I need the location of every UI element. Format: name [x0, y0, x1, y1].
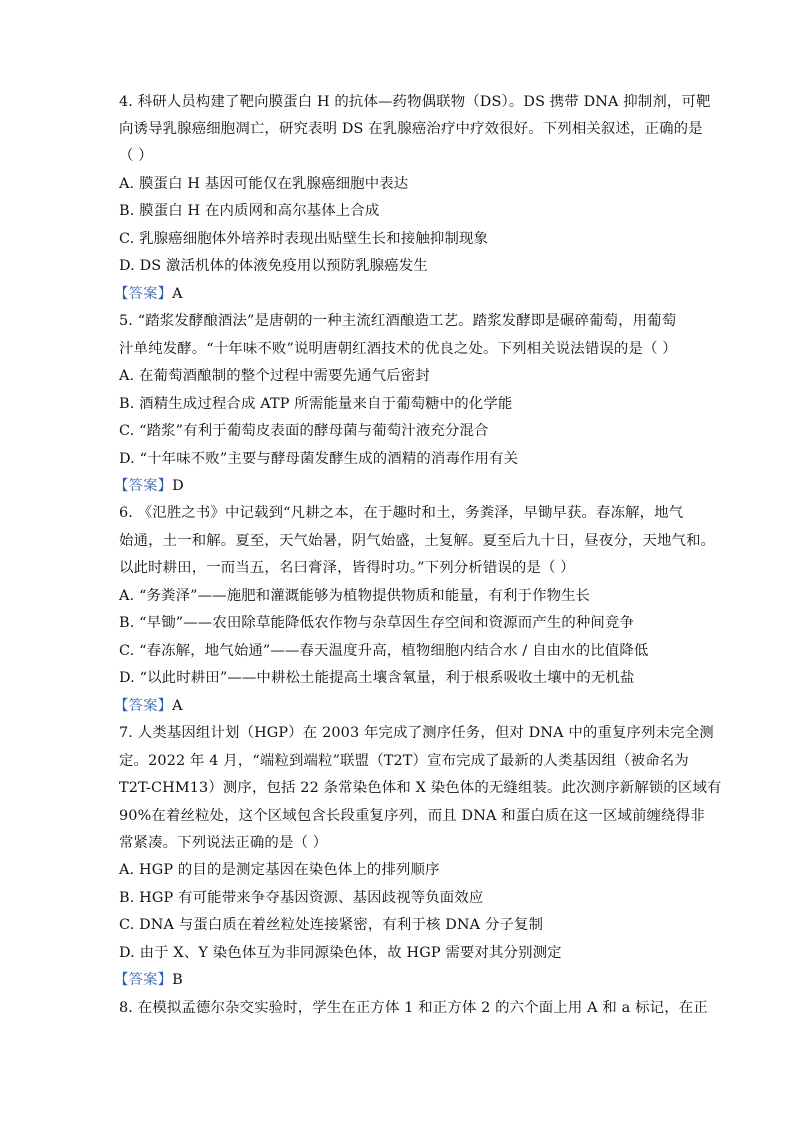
question-4-option-d: D. DS 激活机体的体液免疫用以预防乳腺癌发生	[119, 258, 428, 274]
answer-value: B	[172, 972, 183, 988]
question-7-option-d: D. 由于 X、Y 染色体互为非同源染色体，故 HGP 需要对其分别测定	[119, 945, 562, 961]
question-7-stem-line-5: 常紧凑。下列说法正确的是（ ）	[119, 835, 328, 851]
question-6-stem-line-1: 6. 《氾胜之书》中记载到“凡耕之本，在于趣时和土，务粪泽，早锄早获。春冻解，地气	[119, 505, 684, 521]
question-7-option-c: C. DNA 与蛋白质在着丝粒处连接紧密，有利于核 DNA 分子复制	[119, 917, 544, 933]
question-5-answer	[114, 476, 184, 496]
answer-label: 【答案】	[114, 286, 173, 302]
question-7-stem-line-2: 定。2022 年 4 月，“端粒到端粒”联盟（T2T）宣布完成了最新的人类基因组（被命名为	[119, 753, 689, 769]
answer-label: 【答案】	[114, 478, 173, 494]
question-7-stem-line-4: 90%在着丝粒处，这个区域包含长段重复序列，而且 DNA 和蛋白质在这一区域前缠绕得非	[119, 808, 705, 824]
question-5-option-b: B. 酒精生成过程合成 ATP 所需能量来自于葡萄糖中的化学能	[119, 396, 513, 412]
question-5-stem-line-2: 汁单纯发酵。“十年味不败”说明唐朝红酒技术的优良之处。下列相关说法错误的是（ ）	[119, 341, 677, 357]
question-6-answer	[114, 696, 183, 716]
question-8-stem-line-1: 8. 在模拟孟德尔杂交实验时，学生在正方体 1 和正方体 2 的六个面上用 A 和 a 标记，在正	[119, 1000, 708, 1016]
answer-label: 【答案】	[114, 698, 173, 714]
question-4-option-a: A. 膜蛋白 H 基因可能仅在乳腺癌细胞中表达	[119, 176, 409, 192]
question-6-stem-line-2: 始通，土一和解。夏至，天气始暑，阴气始盛，土复解。夏至后九十日，昼夜分，天地气和。	[119, 533, 716, 549]
question-5-option-a: A. 在葡萄酒酿制的整个过程中需要先通气后密封	[119, 368, 430, 384]
question-7-option-b: B. HGP 有可能带来争夺基因资源、基因歧视等负面效应	[119, 890, 484, 906]
question-4-answer	[114, 284, 183, 304]
answer-value: A	[172, 698, 183, 714]
question-5-option-c: C. “踏浆”有利于葡萄皮表面的酵母菌与葡萄汁液充分混合	[119, 423, 489, 439]
question-7-stem-line-3: T2T-CHM13）测序，包括 22 条常染色体和 X 染色体的无缝组装。此次测序新解锁的区域有	[119, 780, 722, 796]
question-6-stem-line-3: 以此时耕田，一而当五，名曰膏泽，皆得时功。”下列分析错误的是（ ）	[119, 560, 575, 576]
question-6-option-c: C. “春冻解，地气始通”——春天温度升高，植物细胞内结合水 / 自由水的比值降低	[119, 643, 649, 659]
question-4-stem-line-3: （ ）	[119, 148, 153, 164]
question-5-stem-line-1: 5. “踏浆发酵酿酒法”是唐朝的一种主流红酒酿造工艺。踏浆发酵即是碾碎葡萄，用葡萄	[119, 313, 677, 329]
question-7-answer	[114, 970, 183, 990]
question-5-option-d: D. “十年味不败”主要与酵母菌发酵生成的酒精的消毒作用有关	[119, 451, 519, 467]
question-6-option-b: B. “早锄”——农田除草能降低农作物与杂草因生存空间和资源而产生的种间竞争	[119, 615, 635, 631]
question-4-stem-line-2: 向诱导乳腺癌细胞凋亡，研究表明 DS 在乳腺癌治疗中疗效很好。下列相关叙述，正确的是	[119, 121, 703, 137]
answer-value: D	[172, 478, 184, 494]
question-4-option-c: C. 乳腺癌细胞体外培养时表现出贴壁生长和接触抑制现象	[119, 231, 489, 247]
question-6-option-d: D. “以此时耕田”——中耕松土能提高土壤含氧量，利于根系吸收土壤中的无机盐	[119, 670, 635, 686]
answer-label: 【答案】	[114, 972, 173, 988]
question-4-option-b: B. 膜蛋白 H 在内质网和高尔基体上合成	[119, 203, 380, 219]
answer-value: A	[172, 286, 183, 302]
question-7-option-a: A. HGP 的目的是测定基因在染色体上的排列顺序	[119, 862, 440, 878]
question-7-stem-line-1: 7. 人类基因组计划（HGP）在 2003 年完成了测序任务，但对 DNA 中的重复序列未完全测	[119, 725, 714, 741]
question-6-option-a: A. “务粪泽”——施肥和灌溉能够为植物提供物质和能量，有利于作物生长	[119, 588, 591, 604]
question-4-stem-line-1: 4. 科研人员构建了靶向膜蛋白 H 的抗体—药物偶联物（DS）。DS 携带 DNA 抑制剂，可靶	[119, 94, 711, 110]
